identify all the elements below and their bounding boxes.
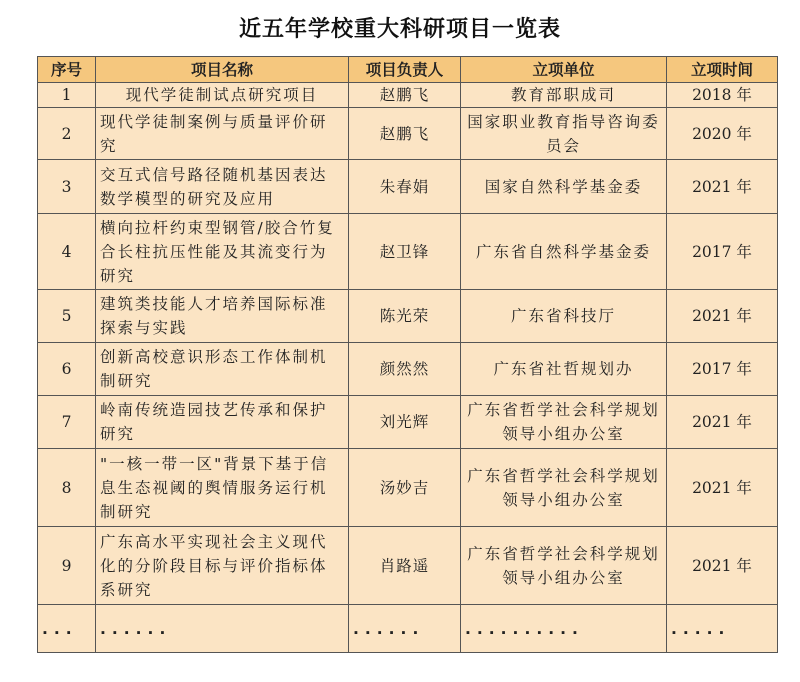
cell-project-lead: 肖路遥	[349, 527, 461, 605]
table-row	[38, 160, 778, 214]
cell-project-lead: 颜然然	[349, 343, 461, 396]
table-row	[38, 343, 778, 396]
cell-approval-year: 2021 年	[667, 290, 778, 343]
cell-project-name: "一核一带一区"背景下基于信息生态视阈的舆情服务运行机制研究	[96, 449, 349, 527]
ellipsis-cell: ......	[349, 605, 461, 653]
cell-approval-year: 2021 年	[667, 396, 778, 449]
table-header	[38, 57, 778, 83]
cell-project-name: 横向拉杆约束型钢管/胶合竹复合长柱抗压性能及其流变行为研究	[96, 214, 349, 290]
cell-project-lead: 赵卫锋	[349, 214, 461, 290]
cell-approving-unit: 广东省社哲规划办	[461, 343, 667, 396]
cell-project-name: 现代学徒制试点研究项目	[96, 83, 349, 108]
cell-index: 1	[38, 83, 96, 108]
cell-approval-year: 2020 年	[667, 108, 778, 160]
cell-project-name: 现代学徒制案例与质量评价研究	[96, 108, 349, 160]
page-title: 近五年学校重大科研项目一览表	[238, 17, 561, 42]
table-row	[38, 83, 778, 108]
header-project-name: 项目名称	[96, 57, 349, 83]
cell-approving-unit: 教育部职成司	[461, 83, 667, 108]
ellipsis-cell: ..........	[461, 605, 667, 653]
table-body	[38, 83, 778, 653]
cell-approving-unit: 国家自然科学基金委	[461, 160, 667, 214]
cell-index: 8	[38, 449, 96, 527]
ellipsis-cell: ...	[38, 605, 96, 653]
cell-approval-year: 2018 年	[667, 83, 778, 108]
cell-approval-year: 2021 年	[667, 527, 778, 605]
cell-index: 4	[38, 214, 96, 290]
cell-project-lead: 赵鹏飞	[349, 108, 461, 160]
header-approval-year: 立项时间	[667, 57, 778, 83]
projects-table	[37, 56, 778, 653]
cell-project-lead: 朱春娟	[349, 160, 461, 214]
cell-index: 9	[38, 527, 96, 605]
cell-project-name: 建筑类技能人才培养国际标准探索与实践	[96, 290, 349, 343]
table-row	[38, 396, 778, 449]
cell-project-lead: 刘光辉	[349, 396, 461, 449]
cell-project-name: 广东高水平实现社会主义现代化的分阶段目标与评价指标体系研究	[96, 527, 349, 605]
table-row	[38, 214, 778, 290]
header-index: 序号	[38, 57, 96, 83]
cell-approval-year: 2017 年	[667, 343, 778, 396]
cell-index: 3	[38, 160, 96, 214]
cell-approval-year: 2017 年	[667, 214, 778, 290]
cell-index: 6	[38, 343, 96, 396]
cell-approving-unit: 广东省哲学社会科学规划领导小组办公室	[461, 527, 667, 605]
cell-project-name: 岭南传统造园技艺传承和保护研究	[96, 396, 349, 449]
cell-approving-unit: 国家职业教育指导咨询委员会	[461, 108, 667, 160]
cell-project-lead: 汤妙吉	[349, 449, 461, 527]
cell-project-name: 创新高校意识形态工作体制机制研究	[96, 343, 349, 396]
header-project-lead: 项目负责人	[349, 57, 461, 83]
cell-approving-unit: 广东省哲学社会科学规划领导小组办公室	[461, 396, 667, 449]
cell-approval-year: 2021 年	[667, 160, 778, 214]
cell-index: 2	[38, 108, 96, 160]
cell-index: 5	[38, 290, 96, 343]
cell-project-lead: 赵鹏飞	[349, 83, 461, 108]
ellipsis-cell: ......	[96, 605, 349, 653]
table-row	[38, 108, 778, 160]
cell-project-name: 交互式信号路径随机基因表达数学模型的研究及应用	[96, 160, 349, 214]
cell-approving-unit: 广东省哲学社会科学规划领导小组办公室	[461, 449, 667, 527]
cell-approving-unit: 广东省科技厅	[461, 290, 667, 343]
table-row	[38, 449, 778, 527]
cell-project-lead: 陈光荣	[349, 290, 461, 343]
ellipsis-row	[38, 605, 778, 653]
cell-approval-year: 2021 年	[667, 449, 778, 527]
table-row	[38, 527, 778, 605]
cell-approving-unit: 广东省自然科学基金委	[461, 214, 667, 290]
cell-index: 7	[38, 396, 96, 449]
header-approving-unit: 立项单位	[461, 57, 667, 83]
table-row	[38, 290, 778, 343]
header-row	[38, 57, 778, 83]
ellipsis-cell: .....	[667, 605, 778, 653]
